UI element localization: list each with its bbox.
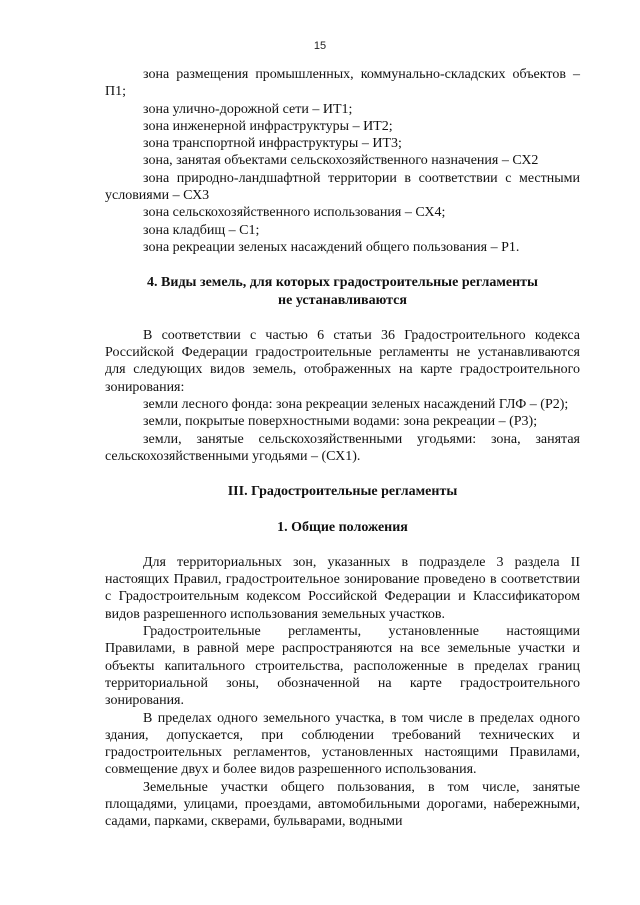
zone-item: зона природно-ландшафтной территории в соответствии с местными условиями – СХ3 xyxy=(105,170,580,204)
zone-item: зона улично-дорожной сети – ИТ1; xyxy=(143,101,353,117)
general-paragraph: Градостроительные регламенты, установленные настоящими Правилами, в равной мере распространяются на все земельные участки и объекты капитального строительства, расположенные в пределах границ территориальной зоны, обозначенной на карте градостроительного зонирования. xyxy=(105,624,580,709)
zone-item: зона инженерной инфраструктуры – ИТ2; xyxy=(143,118,393,134)
zone-item: зона сельскохозяйственного использования – СХ4; xyxy=(143,205,446,221)
zone-item: зона рекреации зеленых насаждений общего пользования – Р1. xyxy=(143,239,520,255)
zone-item: зона размещения промышленных, коммунально-складских объектов – П1; xyxy=(105,67,580,100)
general-paragraph: В пределах одного земельного участка, в том числе в пределах одного здания, допускается, при соблюдении требований технических и градостроительных регламентов, установленных настоящими Правилами, совмещение двух и более видов разрешенного использования. xyxy=(105,710,580,778)
zone-item: зона, занятая объектами сельскохозяйственного назначения – СХ2 xyxy=(143,153,539,169)
land-type-item: земли, покрытые поверхностными водами: зона рекреации – (Р3); xyxy=(143,414,538,430)
section4-intro: В соответствии с частью 6 статьи 36 Градостроительного кодекса Российской Федерации градостроительные регламенты не устанавливаются для следующих видов земель, отображенных на карте градостроительного зонирования: xyxy=(105,327,580,395)
zone-item: зона транспортной инфраструктуры – ИТ3; xyxy=(143,136,402,152)
section4-heading xyxy=(105,274,580,309)
general-paragraph: Для территориальных зон, указанных в подразделе 3 раздела II настоящих Правил, градостроительное зонирование проведено в соответствии с Градостроительным кодексом Российской Федерации и Классификатором видов разрешенного использования земельных участков. xyxy=(105,554,580,622)
part3-subheading: 1. Общие положения xyxy=(277,519,408,535)
page-content xyxy=(105,66,580,831)
land-type-item: земли лесного фонда: зона рекреации зеленых насаждений ГЛФ – (Р2); xyxy=(143,397,569,413)
general-paragraph: Земельные участки общего пользования, в том числе, занятые площадями, улицами, проездами, автомобильными дорогами, набережными, садами, парками, скверами, бульварами, водными xyxy=(105,779,580,830)
section4-heading-line2: не устанавливаются xyxy=(278,292,407,308)
part3-heading: III. Градостроительные регламенты xyxy=(227,484,458,500)
land-type-item: земли, занятые сельскохозяйственными угодьями: зона, занятая сельскохозяйственными угодьями – (СХ1). xyxy=(105,431,580,464)
zones-list xyxy=(105,66,580,256)
page-number: 15 xyxy=(313,40,327,52)
zone-item: зона кладбищ – С1; xyxy=(143,222,260,238)
section4-heading-line1: 4. Виды земель, для которых градостроительные регламенты xyxy=(147,275,538,291)
